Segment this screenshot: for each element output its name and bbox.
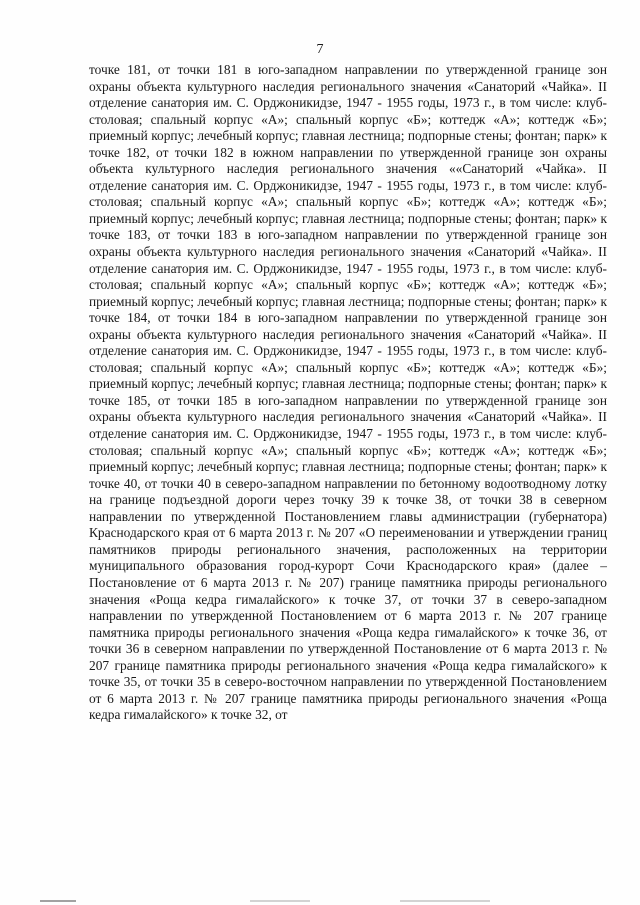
page-number: 7 xyxy=(316,42,324,57)
body-paragraph: точке 181, от точки 181 в юго-западном направлении по утвержденной границе зон охраны объекта культурного наследия регионального значения «Санаторий «Чайка». II отделение санатория им. С. Орджоникидзе, 1947 - 1955 годы, 1973 г., в том числе: клуб-столовая; спальный корпус «А»; спальный корпус «Б»; коттедж «А»; коттедж «Б»; приемный корпус; лечебный корпус; главная лестница; подпорные стены; фонтан; парк» к точке 182, от точки 182 в южном направлении по утвержденной границе зон охраны объекта культурного наследия регионального значения ««Санаторий «Чайка». II отделение санатория им. С. Орджоникидзе, 1947 - 1955 годы, 1973 г., в том числе: клуб-столовая; спальный корпус «А»; спальный корпус «Б»; коттедж «А»; коттедж «Б»; приемный корпус; лечебный корпус; главная лестница; подпорные стены; фонтан; парк» к точке 183, от точки 183 в юго-западном направлении по утвержденной границе зон охраны объекта культурного наследия регионального значения «Санаторий «Чайка». II отделение санатория им. С. Орджоникидзе, 1947 - 1955 годы, 1973 г., в том числе: клуб-столовая; спальный корпус «А»; спальный корпус «Б»; коттедж «А»; коттедж «Б»; приемный корпус; лечебный корпус; главная лестница; подпорные стены; фонтан; парк» к точке 184, от точки 184 в юго-западном направлении по утвержденной границе зон охраны объекта культурного наследия регионального значения «Санаторий «Чайка». II отделение санатория им. С. Орджоникидзе, 1947 - 1955 годы, 1973 г., в том числе: клуб-столовая; спальный корпус «А»; спальный корпус «Б»; коттедж «А»; коттедж «Б»; приемный корпус; лечебный корпус; главная лестница; подпорные стены; фонтан; парк» к точке 185, от точки 185 в юго-западном направлении по утвержденной границе зон охраны объекта культурного наследия регионального значения «Санаторий «Чайка». II отделение санатория им. С. Орджоникидзе, 1947 - 1955 годы, 1973 г., в том числе: клуб-столовая; спальный корпус «А»; спальный корпус «Б»; коттедж «А»; коттедж «Б»; приемный корпус; лечебный корпус; главная лестница; подпорные стены; фонтан; парк» к точке 40, от точки 40 в северо-западном направлении по бетонному водоотводному лотку на границе подъездной дороги через точку 39 к точке 38, от точки 38 в северном направлении по утвержденной Постановлением главы администрации (губернатора) Краснодарского края от 6 марта 2013 г. № 207 «О переименовании и утверждении границ памятников природы регионального значения, расположенных на территории муниципального образования город-курорт Сочи Краснодарского края» (далее – Постановление от 6 марта 2013 г. № 207) границе памятника природы регионального значения «Роща кедра гималайского» к точке 37, от точки 37 в северо-западном направлении по утвержденной Постановлением от 6 марта 2013 г. № 207 границе памятника природы регионального значения «Роща кедра гималайского» к точке 36, от точки 36 в северном направлении по утвержденной Постановление от 6 марта 2013 г. № 207 границе памятника природы регионального значения «Роща кедра гималайского» к точке 35, от точки 35 в северо-восточном направлении по утвержденной Постановлением от 6 марта 2013 г. № 207 границе памятника природы регионального значения «Роща кедра гималайского» к точке 32, от xyxy=(89,62,607,723)
scan-edge-mark xyxy=(40,900,76,902)
scan-edge-mark xyxy=(400,900,490,902)
scan-edge-mark xyxy=(250,900,310,902)
